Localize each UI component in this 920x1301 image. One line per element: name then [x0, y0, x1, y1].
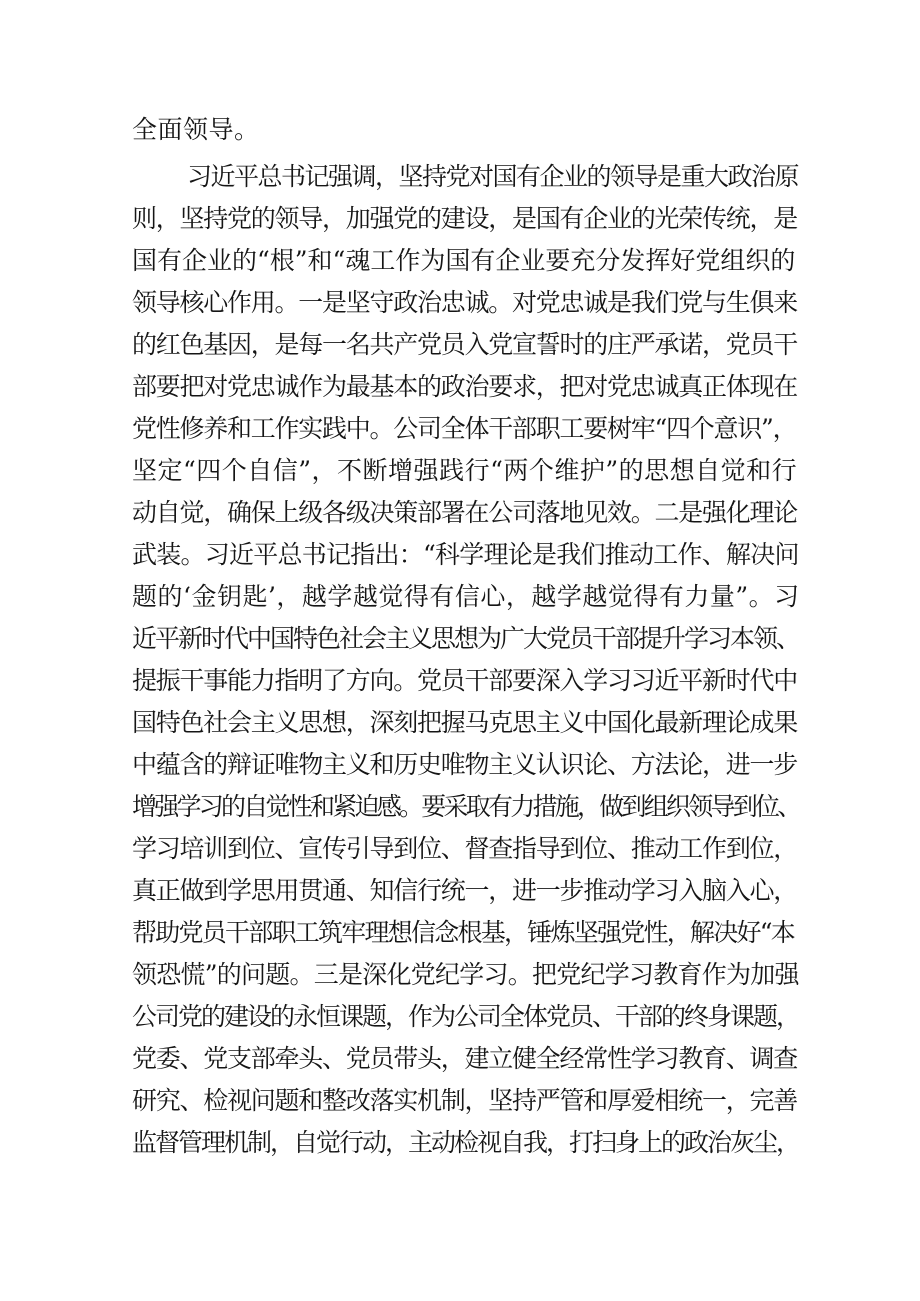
text-line: 学习培训到位、宣传引导到位、督查指导到位、推动工作到位，: [132, 834, 798, 863]
text-line: 题的‘金钥匙’，越学越觉得有信心，越学越觉得有力量”。习: [132, 582, 800, 611]
text-line: 近平新时代中国特色社会主义思想为广大党员干部提升学习本领、: [132, 624, 800, 653]
text-line: 武装。习近平总书记指出：“科学理论是我们推动工作、解决问: [132, 540, 799, 569]
text-line: 帮助党员干部职工筑牢理想信念根基，锤炼坚强党性，解决好“本: [132, 918, 795, 947]
text-line: 党性修养和工作实践中。公司全体干部职工要树牢“四个意识”，: [132, 414, 797, 443]
text-line: 监督管理机制，自觉行动，主动检视自我，打扫身上的政治灰尘，: [132, 1128, 800, 1157]
text-line: 真正做到学思用贯通、知信行统一，进一步推动学习入脑入心，: [132, 876, 798, 905]
text-line: 国有企业的“根”和“魂工作为国有企业要充分发挥好党组织的: [132, 246, 796, 275]
text-line: 中蕴含的辩证唯物主义和历史唯物主义认识论、方法论，进一步: [132, 750, 798, 779]
text-line: 提振干事能力指明了方向。党员干部要深入学习习近平新时代中: [132, 666, 798, 695]
text-line: 坚定“四个自信”，不断增强践行“两个维护”的思想自觉和行: [132, 456, 798, 485]
text-line: 则，坚持党的领导，加强党的建设，是国有企业的光荣传统，是: [132, 204, 798, 233]
text-line: 国特色社会主义思想，深刻把握马克思主义中国化最新理论成果: [132, 708, 798, 737]
text-line: 领恐慌”的问题。三是深化党纪学习。把党纪学习教育作为加强: [132, 960, 799, 989]
text-line: 全面领导。: [132, 115, 260, 144]
text-line: 党委、党支部牵头、党员带头，建立健全经常性学习教育、调查: [132, 1044, 798, 1073]
text-line: 的红色基因，是每一名共产党员入党宣誓时的庄严承诺，党员干: [132, 330, 798, 359]
text-line: 研究、检视问题和整改落实机制，坚持严管和厚爱相统一，完善: [132, 1086, 798, 1115]
text-line: 部要把对党忠诚作为最基本的政治要求，把对党忠诚真正体现在: [132, 372, 798, 401]
text-line: 领导核心作用。一是坚守政治忠诚。对党忠诚是我们党与生俱来: [132, 288, 798, 317]
paragraph-start-line: 习近平总书记强调，坚持党对国有企业的领导是重大政治原: [187, 162, 799, 191]
text-line: 公司党的建设的永恒课题，作为公司全体党员、干部的终身课题，: [132, 1002, 800, 1031]
text-line: 增强学习的自觉性和紧迫感。要采取有力措施，做到组织领导到位、: [132, 792, 800, 821]
text-line: 动自觉，确保上级各级决策部署在公司落地见效。二是强化理论: [132, 498, 798, 527]
